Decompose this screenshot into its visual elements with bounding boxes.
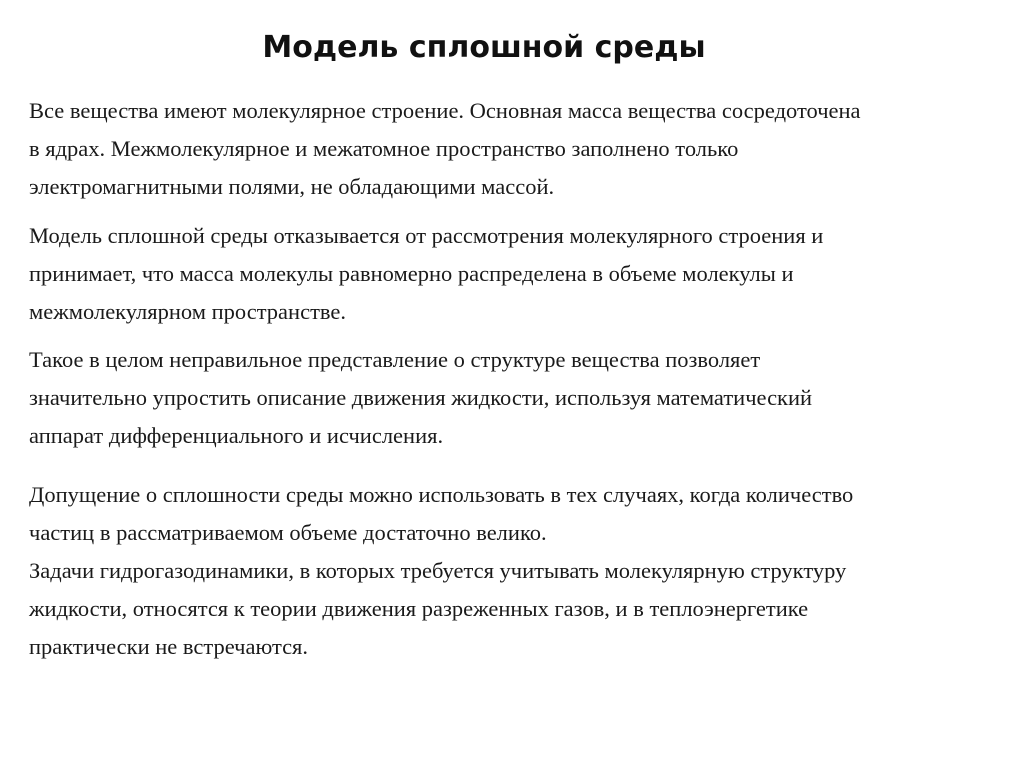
text-line: Модель сплошной среды отказывается от рассмотрения молекулярного строения и	[29, 223, 824, 248]
text-line: значительно упростить описание движения жидкости, используя математический	[29, 385, 813, 410]
paragraph-molecular-structure	[29, 92, 989, 206]
text-line: Такое в целом неправильное представление о структуре вещества позволяет	[29, 347, 761, 372]
text-line: электромагнитными полями, не обладающими массой.	[29, 174, 555, 199]
paragraph-applicability	[29, 476, 989, 666]
text-line: Допущение о сплошности среды можно использовать в тех случаях, когда количество	[29, 482, 854, 507]
text-line: жидкости, относятся к теории движения разреженных газов, и в теплоэнергетике	[29, 596, 809, 621]
text-line: в ядрах. Межмолекулярное и межатомное пространство заполнено только	[29, 136, 739, 161]
text-line: Задачи гидрогазодинамики, в которых требуется учитывать молекулярную структуру	[29, 558, 847, 583]
paragraph-simplification	[29, 341, 989, 455]
text-line: частиц в рассматриваемом объеме достаточно велико.	[29, 520, 547, 545]
text-line: межмолекулярном пространстве.	[29, 299, 346, 324]
text-line: практически не встречаются.	[29, 634, 309, 659]
slide-title: Модель сплошной среды	[262, 30, 706, 65]
text-line: аппарат дифференциального и исчисления.	[29, 423, 444, 448]
text-line: принимает, что масса молекулы равномерно распределена в объеме молекулы и	[29, 261, 794, 286]
text-line: Все вещества имеют молекулярное строение. Основная масса вещества сосредоточена	[29, 98, 861, 123]
paragraph-continuum-model	[29, 217, 989, 331]
